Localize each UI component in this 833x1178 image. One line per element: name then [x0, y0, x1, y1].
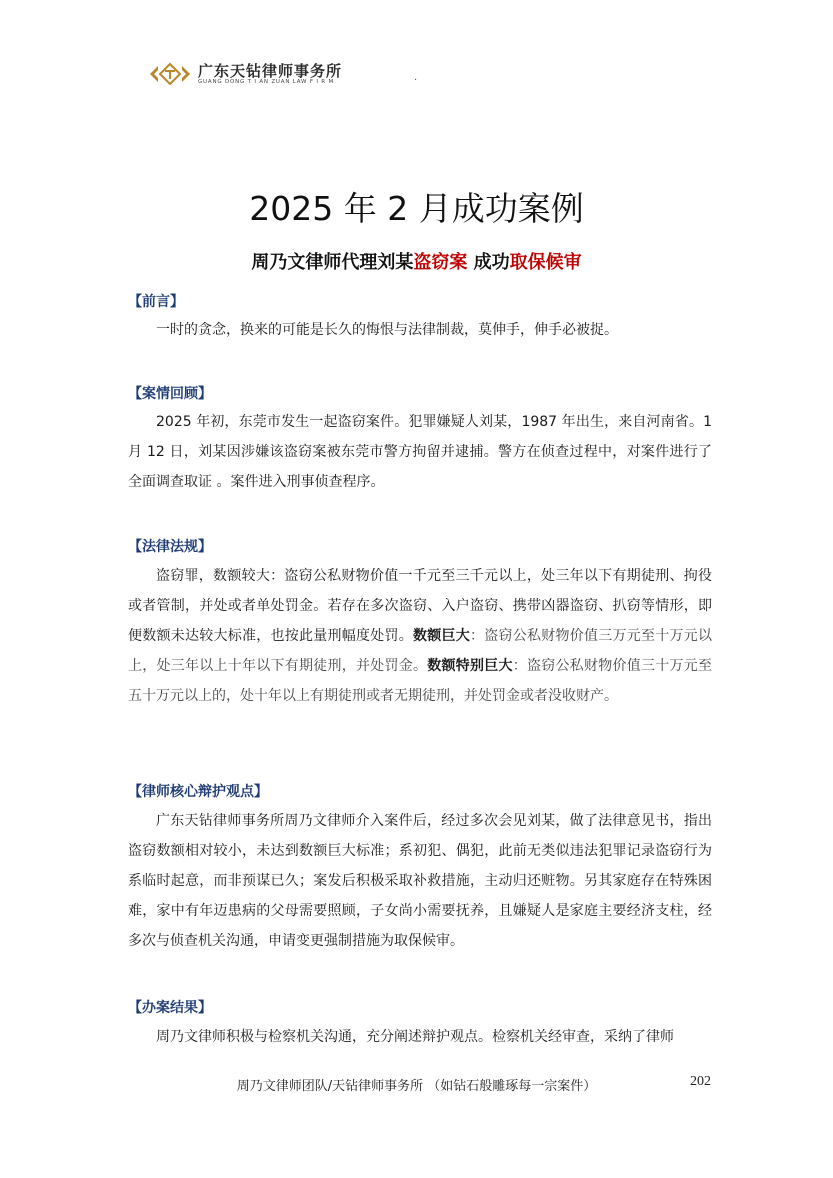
section-text-law [128, 561, 712, 711]
firm-logo-icon [148, 62, 192, 86]
firm-name-en: GUANG DONG T I AN ZUAN LAW F I R M [198, 78, 335, 85]
subtitle-highlight-crime: 盗窃案 [413, 252, 468, 273]
subtitle-part-1: 周乃文律师代理刘某 [251, 252, 414, 273]
case-subtitle [0, 248, 833, 274]
section-heading-defense: 【律师核心辩护观点】 [128, 784, 268, 800]
firm-logo [148, 62, 342, 86]
section-heading-preface: 【前言】 [128, 294, 184, 310]
law-bold-huge: 数额巨大 [413, 628, 470, 644]
page-footer: 周乃文律师团队/天钻律师事务所 （如钻石般雕琢每一宗案件） [236, 1079, 597, 1094]
subtitle-part-3: 成功 [467, 252, 510, 273]
section-text-result: 周乃文律师积极与检察机关沟通，充分阐述辩护观点。检察机关经审查，采纳了律师 [156, 1029, 674, 1045]
section-text-preface: 一时的贪念，换来的可能是长久的悔恨与法律制裁，莫伸手，伸手必被捉。 [156, 322, 618, 338]
law-text-3: ：盗窃公私财物价值三十万元至五十万元以上的，处十年以上有期徒刑或者无期徒刑，并处罚金或者没收财产。 [128, 658, 712, 704]
section-text-defense: 广东天钻律师事务所周乃文律师介入案件后，经过多次会见刘某，做了法律意见书，指出盗窃数额相对较小，未达到数额巨大标准；系初犯、偶犯，此前无类似违法犯罪记录盗窃行为系临时起意，而非预谋已久；案发后积极采取补救措施，主动归还赃物。另其家庭存在特殊困难，家中有年迈患病的父母需要照顾，子女尚小需要抚养，且嫌疑人是家庭主要经济支柱，经多次与侦查机关沟通，申请变更强制措施为取保候审。 [128, 813, 712, 949]
section-text-case-review: 2025 年初，东莞市发生一起盗窃案件。犯罪嫌疑人刘某，1987 年出生，来自河南省。1 月 12 日，刘某因涉嫌该盗窃案被东莞市警方拘留并逮捕。警方在侦查过程中，对案件进行了全面调查取证 。案件进入刑事侦查程序。 [128, 414, 712, 490]
page-title: 2025 年 2 月成功案例 [249, 189, 584, 228]
law-bold-especially-huge: 数额特别巨大 [427, 658, 513, 674]
law-text-1: 盗窃罪，数额较大：盗窃公私财物价值一千元至三千元以上，处三年以下有期徒刑、拘役或者管制，并处或者单处罚金。若存在多次盗窃、入户盗窃、携带凶器盗窃、扒窃等情形，即便数额未达较大标准，也按此量刑幅度处罚。 [128, 568, 712, 644]
firm-name-cn: 广东天钻律师事务所 [198, 61, 343, 80]
section-heading-law: 【法律法规】 [128, 539, 212, 555]
header-dot: . [414, 72, 418, 83]
page-number: 202 [690, 1074, 711, 1089]
section-heading-case-review: 【案情回顾】 [128, 386, 212, 402]
section-heading-result: 【办案结果】 [128, 1000, 212, 1016]
law-text-2: ：盗窃公私财物价值三万元至十万元以上，处三年以上十年以下有期徒刑，并处罚金。 [128, 628, 712, 674]
subtitle-highlight-result: 取保候审 [509, 252, 582, 273]
